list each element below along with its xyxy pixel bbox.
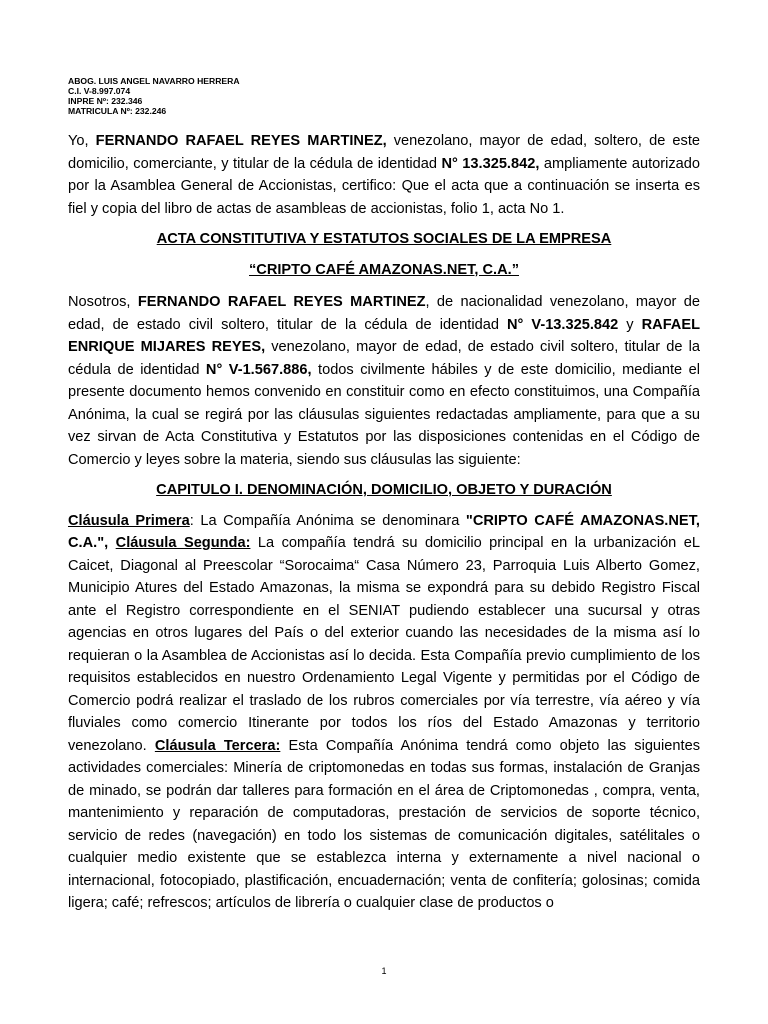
chapter-title: CAPITULO I. DENOMINACIÓN, DOMICILIO, OBJETO Y DURACIÓN: [156, 482, 612, 498]
intro-text: Yo,: [68, 133, 96, 149]
clause-1-heading: Cláusula Primera: [68, 512, 190, 529]
intro-paragraph: [68, 130, 700, 220]
clauses-paragraph: [68, 510, 700, 915]
nosotros-name-1: FERNANDO RAFAEL REYES MARTINEZ: [137, 294, 426, 310]
company-name: "CRIPTO CAFÉ AMAZONAS.NET, C.A.",: [68, 512, 700, 551]
nosotros-name-2: RAFAEL ENRIQUE MIJARES REYES,: [68, 316, 700, 355]
company-title: “CRIPTO CAFÉ AMAZONAS.NET, C.A.”: [249, 261, 519, 278]
nosotros-paragraph: [68, 291, 700, 471]
intro-text: venezolano, mayor de edad, soltero, de este domicilio, comerciante, y titular de la cédula de identidad: [68, 133, 700, 172]
nosotros-text: todos civilmente hábiles y de este domicilio, mediante el presente documento hemos convenido en constituir como en efecto constituimos, una Compañía Anónima, la cual se regirá por las cláusulas siguientes redactadas ampliamente, para que a su vez sirvan de Acta Constitutiva y Estatutos por las disposiciones contenidas en el Código de Comercio y leyes sobre la materia, siendo sus cláusulas las siguiente:: [68, 361, 701, 468]
nosotros-text: Nosotros,: [68, 294, 138, 310]
header-lawyer-name: ABOG. LUIS ANGEL NAVARRO HERRERA: [68, 76, 240, 86]
intro-text: ampliamente autorizado por la Asamblea General de Accionistas, certifico: Que el acta que a continuación se inserta es fiel y copia del libro de actas de asambleas de accionistas, folio 1, acta No 1.: [68, 155, 700, 217]
clause-text: Esta Compañía Anónima tendrá como objeto las siguientes actividades comerciales: Minería de criptomonedas en todas sus formas, instalación de Granjas de minado, se podrán dar talleres para formación en el área de Criptomonedas , compra, venta, mantenimiento y reparación de computadoras, prestación de servicios de soporte técnico, servicio de redes (navegación) en todo los sistemas de comunicación digitales, satélitales o cualquier medio existente que se establezca interna y externamente a nivel nacional o internacional, fotocopiado, plastificación, encuadernación; venta de confitería; golosinas; comida ligera; café; refrescos; artículos de librería o cualquier clase de productos o: [68, 737, 700, 911]
nosotros-id-1: N° V-13.325.842: [506, 316, 619, 333]
header-ci: C.I. V-8.997.074: [68, 86, 131, 96]
clause-text: : La Compañía Anónima se denominara: [189, 512, 466, 529]
nosotros-text: venezolano, mayor de edad, de estado civil soltero, titular de la cédula de identidad: [68, 339, 700, 378]
document-body: [68, 130, 700, 923]
nosotros-text: y: [618, 316, 642, 333]
nosotros-text: , de nacionalidad venezolano, mayor de edad, de estado civil soltero, titular de la cédula de identidad: [68, 294, 700, 333]
intro-name: FERNANDO RAFAEL REYES MARTINEZ,: [95, 133, 387, 149]
intro-id-number: N° 13.325.842,: [441, 155, 540, 172]
clause-3-heading: Cláusula Tercera:: [154, 737, 281, 754]
clause-2-heading: Cláusula Segunda:: [115, 535, 251, 551]
header-matricula: MATRICULA Nº: 232.246: [68, 106, 167, 116]
clause-text: [108, 535, 115, 551]
clause-text: La compañía tendrá su domicilio principal en la urbanización eL Caicet, Diagonal al Preescolar “Sorocaima“ Casa Número 23, Parroquia Luis Alberto Gomez, Municipio Atures del Estado Amazonas, la misma se expondrá para su debido Registro Fiscal ante el Registro correspondiente en el SENIAT pudiendo establecer una sucursal y otras agencias en otros lugares del País o del exterior cuando las necesidades de la misma así lo requieran o la Asamblea de Accionistas así lo decida. Esta Compañía previo cumplimiento de los requisitos establecidos en nuestro Ordenamiento Legal Vigente y permitidas por el Código de Comercio podrá realizar el traslado de los rubros comerciales por vía terrestre, vía aéreo y vía fluviales como comercio Itinerante por todos los ríos del Estado Amazonas y territorio venezolano.: [68, 535, 701, 754]
acta-title: ACTA CONSTITUTIVA Y ESTATUTOS SOCIALES DE LA EMPRESA: [156, 231, 612, 247]
page-number: 1: [381, 966, 387, 976]
lawyer-header: [68, 76, 240, 116]
header-inpre: INPRE Nº: 232.346: [68, 96, 143, 106]
nosotros-id-2: N° V-1.567.886,: [205, 361, 312, 378]
